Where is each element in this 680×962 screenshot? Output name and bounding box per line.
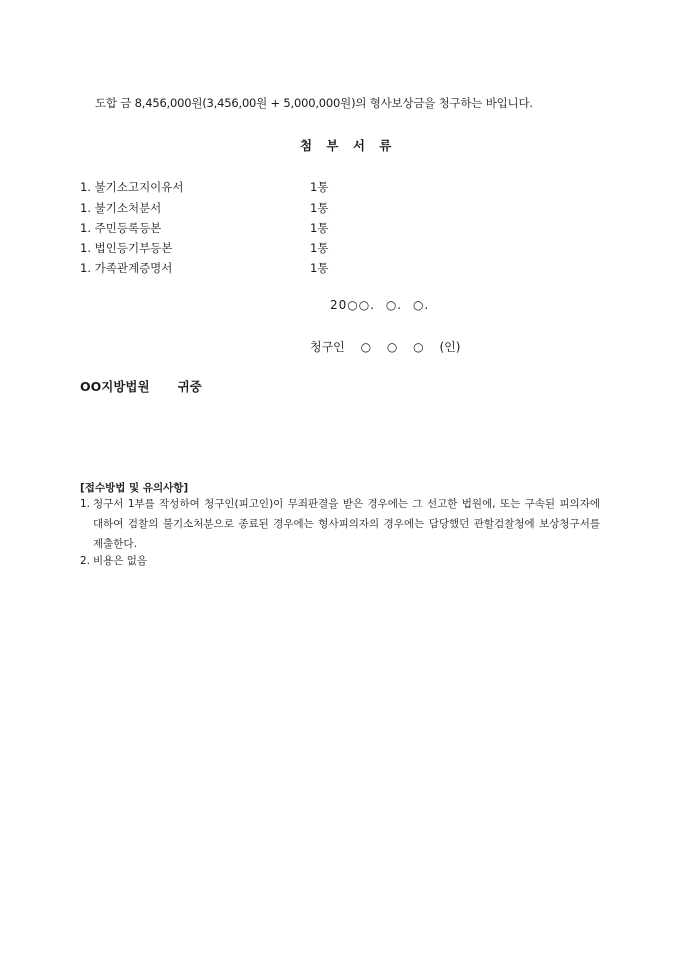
date-line: 20○○. ○. ○. — [330, 298, 430, 312]
attachment-count: 1통 — [310, 221, 329, 235]
attachment-count: 1통 — [310, 201, 329, 215]
attachment-count: 1통 — [310, 241, 329, 255]
note-number: 2. — [80, 555, 91, 567]
note-item — [80, 551, 600, 571]
note-text: 청구서 1부를 작성하여 청구인(피고인)이 무죄판결을 받은 경우에는 그 선고한 법원에, 또는 구속된 피의자에 대하여 검찰의 불기소처분으로 종료된 경우에는 형사피의자의 경우에는 담당했던 관할검찰청에 보상청구서를 제출한다. — [93, 498, 600, 550]
notes-title: [접수방법 및 유의사항] — [80, 482, 189, 494]
note-text: 비용은 없음 — [93, 555, 148, 567]
attachments-heading: 첨 부 서 류 — [300, 138, 394, 153]
attachment-name: 1. 법인등기부등본 — [80, 241, 173, 255]
claim-sentence: 도합 금 8,456,000원(3,456,00원 + 5,000,000원)의 형사보상금을 청구하는 바입니다. — [95, 96, 533, 110]
attachment-count: 1통 — [310, 261, 329, 275]
court-addressee — [80, 377, 202, 395]
attachment-name: 1. 가족관계증명서 — [80, 261, 173, 275]
court-name: OO지방법원 — [80, 379, 150, 394]
attachment-name: 1. 불기소고지이유서 — [80, 180, 184, 194]
attachment-name: 1. 불기소처분서 — [80, 201, 162, 215]
court-addressee-suffix: 귀중 — [177, 379, 202, 394]
attachment-count: 1통 — [310, 180, 329, 194]
note-item — [80, 494, 600, 554]
attachment-name: 1. 주민등록등본 — [80, 221, 162, 235]
claimant-signature-line: 청구인 ○ ○ ○ (인) — [310, 340, 461, 354]
note-number: 1. — [80, 498, 91, 510]
